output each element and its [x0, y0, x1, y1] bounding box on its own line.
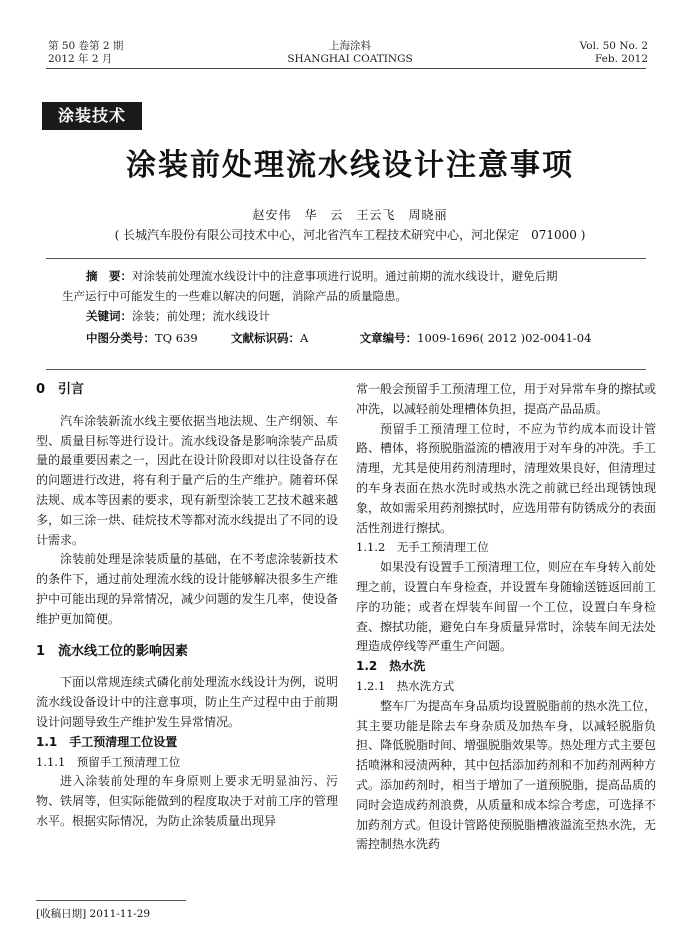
- abstract-label: 摘 要：: [86, 269, 132, 283]
- paragraph: 常一般会预留手工预清理工位，用于对异常车身的擦拭或冲洗，以减轻前处理槽体负担，提高产品品质。: [356, 382, 657, 416]
- journal-volume-en: [580, 40, 648, 66]
- heading-1-2-1: 1.2.1 热水洗方式: [356, 678, 455, 693]
- authors: 赵安伟 华 云 王云飞 周晓丽: [252, 208, 448, 222]
- classification-line: [86, 329, 591, 347]
- paragraph: 如果没有设置手工预清理工位，则应在车身转入前处理之前，设置白车身检查，并设置车身随输送链返回前工序的功能；或者在焊装车间留一个工位，设置白车身检查、擦拭功能，避免白车身质量异常时，涂装车间无法处理造成停线等严重生产问题。: [356, 560, 657, 654]
- clc-value: TQ 639: [155, 331, 198, 345]
- keywords: 涂装；前处理；流水线设计: [132, 309, 270, 323]
- abstract-line1: [86, 267, 558, 285]
- doc-code-label: 文献标识码：: [231, 331, 301, 345]
- heading-introduction: 0 引言: [36, 382, 85, 397]
- paragraph: 整车厂为提高车身品质均设置脱脂前的热水洗工位，其主要功能是除去车身杂质及加热车身，以减轻脱脂负担、降低脱脂时间、增强脱脂效果等。热处理方式主要包括喷淋和浸渍两种，其中包括添加药剂和不加药剂两种方式。添加药剂时，相当于增加了一道预脱脂，提高品质的同时会造成药剂浪费，从质量和成本综合考虑，可选择不加药剂方式。但设计管路使预脱脂槽液溢流至热水洗，无需控制热水洗药: [356, 698, 657, 852]
- clc-label: 中图分类号：: [86, 331, 155, 345]
- keywords-line: [86, 307, 270, 325]
- left-column: [36, 380, 338, 832]
- paragraph: 下面以常规连续式磷化前处理流水线设计为例，说明流水线设备设计中的注意事项，防止生产过程中由于前期设计问题导致生产维护发生异常情况。: [36, 675, 338, 729]
- footnote-rule: [36, 900, 186, 901]
- article-title: 涂装前处理流水线设计注意事项: [126, 148, 574, 183]
- heading-1-1: 1.1 手工预清理工位设置: [36, 734, 178, 749]
- issue-date: 2012 年 2 月: [48, 53, 113, 65]
- paragraph: 汽车涂装新流水线主要依据当地法规、生产纲领、车型、质量目标等进行设计。流水线设备是影响涂装产品质量的最重要因素之一，因此在设计阶段即对以往设备存在的问题进行改进，将有利于量产后的生产维护。随着环保法规、成本等因素的要求，现有新型涂装工艺技术越来越多，如三涂一烘、硅烷技术等都对流水线提出了不同的设计需求。: [36, 413, 338, 547]
- heading-section-1: 1 流水线工位的影响因素: [36, 643, 189, 659]
- volume-issue: 第 50 卷第 2 期: [48, 40, 124, 52]
- issue-date-en: Feb. 2012: [594, 53, 648, 65]
- paragraph: 进入涂装前处理的车身原则上要求无明显油污、污物、铁屑等，但实际能做到的程度取决于对前工序的管理水平。根据实际情况，为防止涂装质量出现异: [36, 774, 338, 828]
- journal-name-en: SHANGHAI COATINGS: [287, 53, 413, 65]
- journal-name-cn: 上海涂料: [329, 40, 371, 52]
- header-rule: [46, 68, 646, 69]
- paragraph: 涂装前处理是涂装质量的基础，在不考虑涂装新技术的条件下，通过前处理流水线的设计能够解决很多生产维护中可能出现的异常情况，减少问题的发生几率，使设备维护更加简便。: [36, 552, 338, 626]
- affiliation: ( 长城汽车股份有限公司技术中心，河北省汽车工程技术研究中心，河北保定 071000 ): [114, 228, 586, 242]
- doc-code-value: A: [300, 331, 309, 345]
- heading-1-2: 1.2 热水洗: [356, 659, 426, 674]
- heading-1-1-2: 1.1.2 无手工预清理工位: [356, 540, 489, 555]
- article-number-value: 1009-1696( 2012 )02-0041-04: [417, 331, 592, 345]
- received-date: [收稿日期] 2011-11-29: [36, 908, 151, 920]
- article-number-label: 文章编号：: [359, 331, 418, 345]
- heading-1-1-1: 1.1.1 预留手工预清理工位: [36, 754, 181, 769]
- volume-issue-en: Vol. 50 No. 2: [579, 40, 648, 52]
- section-badge: 涂装技术: [42, 102, 142, 130]
- paragraph: 预留手工预清理工位时，不应为节约成本而设计管路、槽体，将预脱脂溢流的槽液用于对车身的冲洗。手工清理，尤其是使用药剂清理时，清理效果良好，但清理过的车身表面在热水洗时或热水洗之前就已经出现锈蚀现象，故如需采用药剂擦拭时，应选用带有防锈成分的表面活性剂进行擦拭。: [356, 421, 657, 535]
- abstract-text1: 对涂装前处理流水线设计中的注意事项进行说明。通过前期的流水线设计，避免后期: [132, 269, 558, 283]
- right-column: [356, 380, 656, 855]
- abstract-box: [46, 258, 646, 370]
- abstract-line2: 生产运行中可能发生的一些难以解决的问题，消除产品的质量隐患。: [62, 289, 407, 303]
- keywords-label: 关键词：: [86, 309, 132, 323]
